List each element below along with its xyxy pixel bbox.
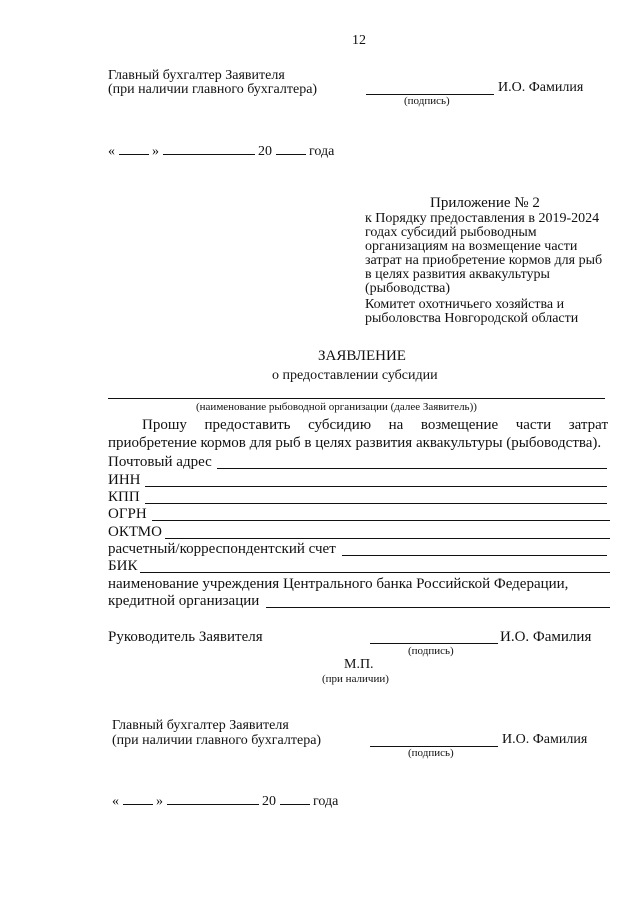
- appendix-text: к Порядку предоставления в 2019-2024 годах субсидий рыбоводным организациям на возмещение части затрат на приобретение кормов для рыб в целях развития аквакультуры (рыбоводства): [365, 211, 603, 296]
- statement-title: ЗАЯВЛЕНИЕ: [318, 348, 406, 364]
- field-kpp: КПП: [108, 489, 140, 505]
- top-accountant-name: И.О. Фамилия: [498, 80, 584, 95]
- bank-line: [266, 607, 610, 608]
- stamp-label: М.П.: [344, 657, 374, 672]
- director-name: И.О. Фамилия: [500, 629, 592, 645]
- bik-line: [140, 572, 610, 573]
- kpp-line: [145, 503, 607, 504]
- page-number: 12: [352, 33, 366, 48]
- year-prefix: 20: [258, 144, 272, 159]
- year-suffix: года: [309, 144, 335, 159]
- field-inn: ИНН: [108, 472, 141, 488]
- day-blank: [119, 142, 149, 155]
- bottom-accountant-name: И.О. Фамилия: [502, 732, 588, 747]
- director-signature-caption: (подпись): [408, 645, 454, 657]
- appendix-addressee: Комитет охотничьего хозяйства и рыболовства Новгородской области: [365, 297, 579, 326]
- org-name-line: [108, 398, 605, 399]
- account-line: [342, 555, 607, 556]
- quote-open: «: [112, 794, 119, 809]
- stamp-caption: (при наличии): [322, 673, 389, 685]
- day-blank: [123, 792, 153, 805]
- bottom-accountant-title-line1: Главный бухгалтер Заявителя: [112, 718, 289, 733]
- top-accountant-title-line2: (при наличии главного бухгалтера): [108, 82, 318, 97]
- quote-open: «: [108, 144, 115, 159]
- quote-close: »: [156, 794, 163, 809]
- month-blank: [167, 792, 259, 805]
- postal-address-line: [217, 468, 607, 469]
- inn-line: [145, 486, 607, 487]
- bottom-accountant-signature-caption: (подпись): [408, 747, 454, 759]
- top-date-line: [108, 142, 334, 160]
- field-bank-line1: наименование учреждения Центрального банка Российской Федерации,: [108, 576, 569, 592]
- director-signature-line: [370, 643, 498, 644]
- ogrn-line: [152, 520, 610, 521]
- quote-close: »: [152, 144, 159, 159]
- year-prefix: 20: [262, 794, 276, 809]
- director-title: Руководитель Заявителя: [108, 629, 263, 645]
- appendix-title: Приложение № 2: [430, 195, 540, 211]
- statement-subtitle: о предоставлении субсидии: [272, 368, 438, 383]
- field-bank-line2: кредитной организации: [108, 593, 260, 609]
- field-ogrn: ОГРН: [108, 506, 147, 522]
- year-blank: [276, 142, 306, 155]
- year-blank: [280, 792, 310, 805]
- field-bik: БИК: [108, 558, 138, 574]
- field-account: расчетный/корреспондентский счет: [108, 541, 336, 557]
- top-accountant-title-line1: Главный бухгалтер Заявителя: [108, 68, 285, 83]
- top-accountant-signature-caption: (подпись): [404, 95, 450, 107]
- field-oktmo: ОКТМО: [108, 524, 162, 540]
- statement-body: Прошу предоставить субсидию на возмещение части затрат приобретение кормов для рыб в целях развития аквакультуры (рыбоводства).: [108, 417, 608, 451]
- bottom-accountant-title-line2: (при наличии главного бухгалтера): [112, 733, 322, 748]
- bottom-date-line: [112, 792, 338, 810]
- year-suffix: года: [313, 794, 339, 809]
- oktmo-line: [165, 538, 610, 539]
- org-name-caption: (наименование рыбоводной организации (далее Заявитель)): [196, 401, 477, 413]
- month-blank: [163, 142, 255, 155]
- field-postal-address: Почтовый адрес: [108, 454, 212, 470]
